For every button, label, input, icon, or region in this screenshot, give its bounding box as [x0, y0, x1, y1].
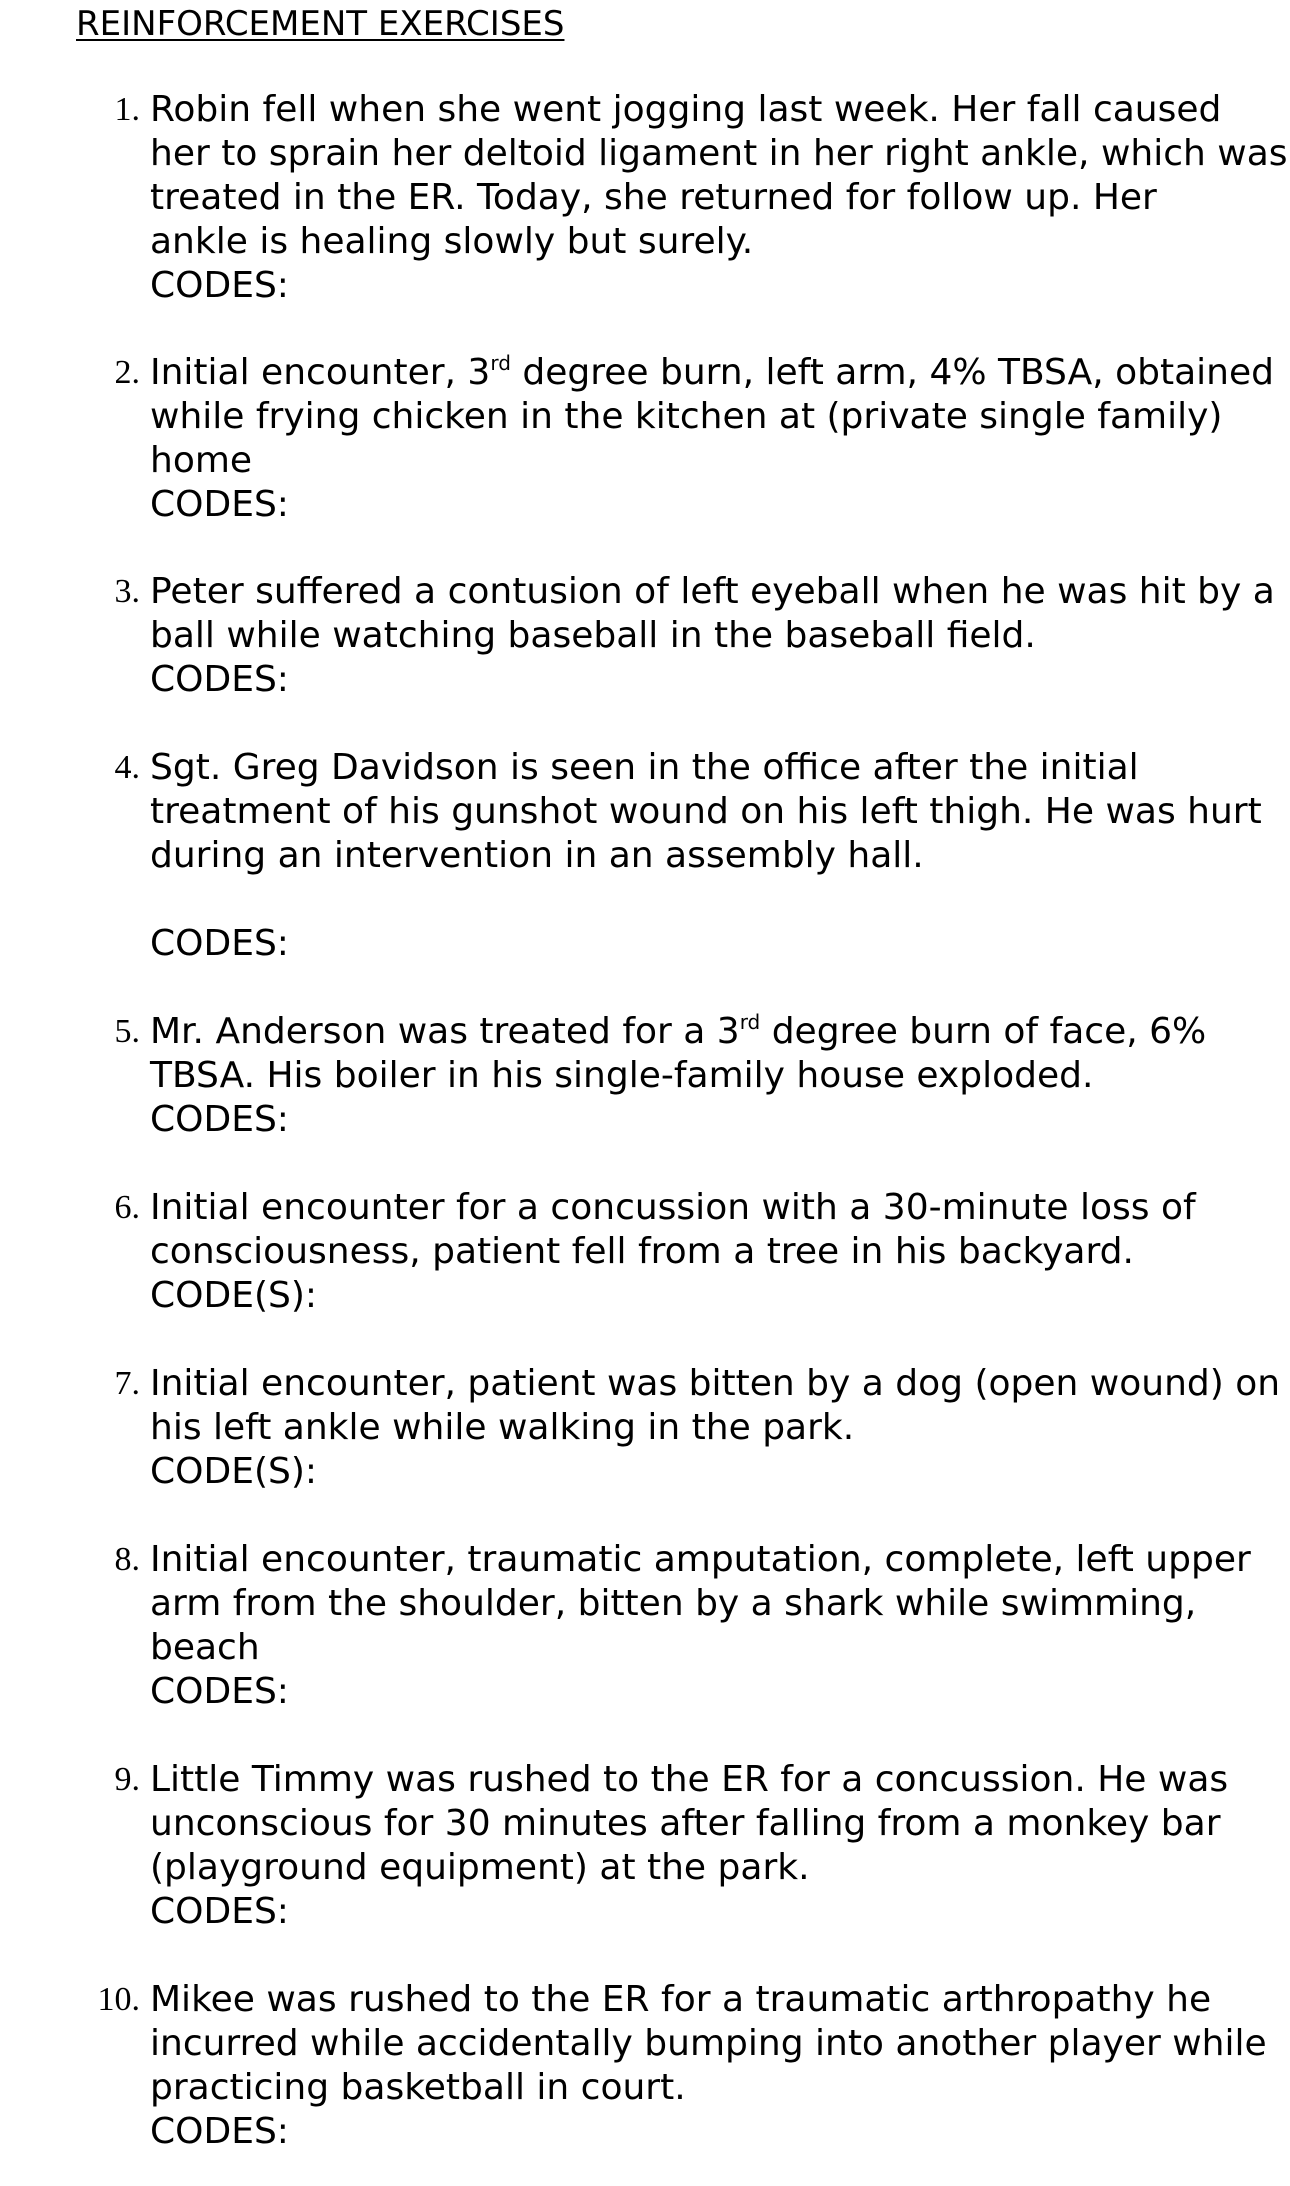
exercise-text [150, 351, 1275, 527]
exercise-line: Peter suffered a contusion of left eyeball when he was hit by a [150, 571, 1275, 612]
exercise-line: treatment of his gunshot wound on his left thigh. He was hurt [150, 791, 1262, 832]
codes-label: CODE(S): [150, 1451, 318, 1492]
exercise-line: ankle is healing slowly but surely. [150, 221, 754, 262]
exercise-number: 3. [114, 573, 140, 610]
exercise-line: practicing basketball in court. [150, 2067, 686, 2108]
exercise-text [150, 746, 1275, 966]
exercise-line: consciousness, patient fell from a tree in his backyard. [150, 1231, 1134, 1272]
exercise-line: beach [150, 1627, 260, 1668]
codes-label: CODES: [150, 1099, 289, 1140]
exercise-line: TBSA. His boiler in his single-family house exploded. [150, 1055, 1094, 1096]
exercise-number: 7. [114, 1365, 140, 1402]
exercise-text [150, 1758, 1275, 1934]
exercise-line: Robin fell when she went jogging last week. Her fall caused [150, 89, 1222, 130]
exercise-number: 4. [114, 749, 140, 786]
codes-label: CODES: [150, 265, 289, 306]
exercise-number: 9. [114, 1761, 140, 1798]
codes-label: CODES: [150, 484, 289, 525]
exercise-line: ball while watching baseball in the baseball field. [150, 615, 1036, 656]
exercise-line: unconscious for 30 minutes after falling from a monkey bar [150, 1803, 1221, 1844]
exercise-line: Little Timmy was rushed to the ER for a concussion. He was [150, 1759, 1229, 1800]
exercise-number: 5. [114, 1013, 140, 1050]
exercise-line: arm from the shoulder, bitten by a shark while swimming, [150, 1583, 1197, 1624]
exercise-text [150, 1538, 1275, 1714]
exercise-line: (playground equipment) at the park. [150, 1847, 810, 1888]
exercise-text [150, 1978, 1275, 2154]
blank-line [150, 878, 1275, 922]
exercise-line-start: Mr. Anderson was treated for a 3 [150, 1011, 740, 1052]
exercise-line [150, 351, 1275, 395]
exercise-line: Initial encounter, traumatic amputation, complete, left upper [150, 1539, 1251, 1580]
codes-label: CODES: [150, 2111, 289, 2152]
exercise-line: treated in the ER. Today, she returned for follow up. Her [150, 177, 1157, 218]
exercise-line-start: Initial encounter, 3 [150, 352, 491, 393]
exercise-line: during an intervention in an assembly hall. [150, 835, 924, 876]
ordinal-suffix: rd [490, 351, 511, 375]
exercise-line: Sgt. Greg Davidson is seen in the office after the initial [150, 747, 1139, 788]
exercise-line: home [150, 440, 253, 481]
ordinal-suffix: rd [739, 1010, 761, 1034]
exercise-text [150, 1186, 1275, 1318]
codes-label: CODES: [150, 659, 289, 700]
exercise-line-end: degree burn, left arm, 4% TBSA, obtained [510, 352, 1274, 393]
codes-label: CODES: [150, 1671, 289, 1712]
exercise-number: 2. [114, 354, 140, 391]
exercise-line: Initial encounter for a concussion with a 30-minute loss of [150, 1187, 1196, 1228]
exercise-number: 10. [97, 1981, 140, 2018]
exercise-line: while frying chicken in the kitchen at (private single family) [150, 396, 1223, 437]
codes-label: CODES: [150, 1891, 289, 1932]
exercise-line: his left ankle while walking in the park. [150, 1407, 855, 1448]
exercise-number: 6. [114, 1189, 140, 1226]
exercise-line: incurred while accidentally bumping into another player while [150, 2023, 1267, 2064]
exercise-text [150, 88, 1288, 308]
exercise-line [150, 1010, 1275, 1054]
exercise-text [150, 570, 1275, 702]
codes-label: CODES: [150, 923, 289, 964]
exercise-line-end: degree burn of face, 6% [760, 1011, 1207, 1052]
exercise-line: her to sprain her deltoid ligament in her right ankle, which was [150, 133, 1288, 174]
exercise-number: 8. [114, 1541, 140, 1578]
page-heading: REINFORCEMENT EXERCISES [76, 4, 565, 44]
codes-label: CODE(S): [150, 1275, 318, 1316]
exercise-text [150, 1362, 1281, 1494]
exercise-number: 1. [114, 91, 140, 128]
exercise-text [150, 1010, 1275, 1142]
exercise-line: Initial encounter, patient was bitten by a dog (open wound) on [150, 1363, 1281, 1404]
exercise-line: Mikee was rushed to the ER for a traumatic arthropathy he [150, 1979, 1212, 2020]
